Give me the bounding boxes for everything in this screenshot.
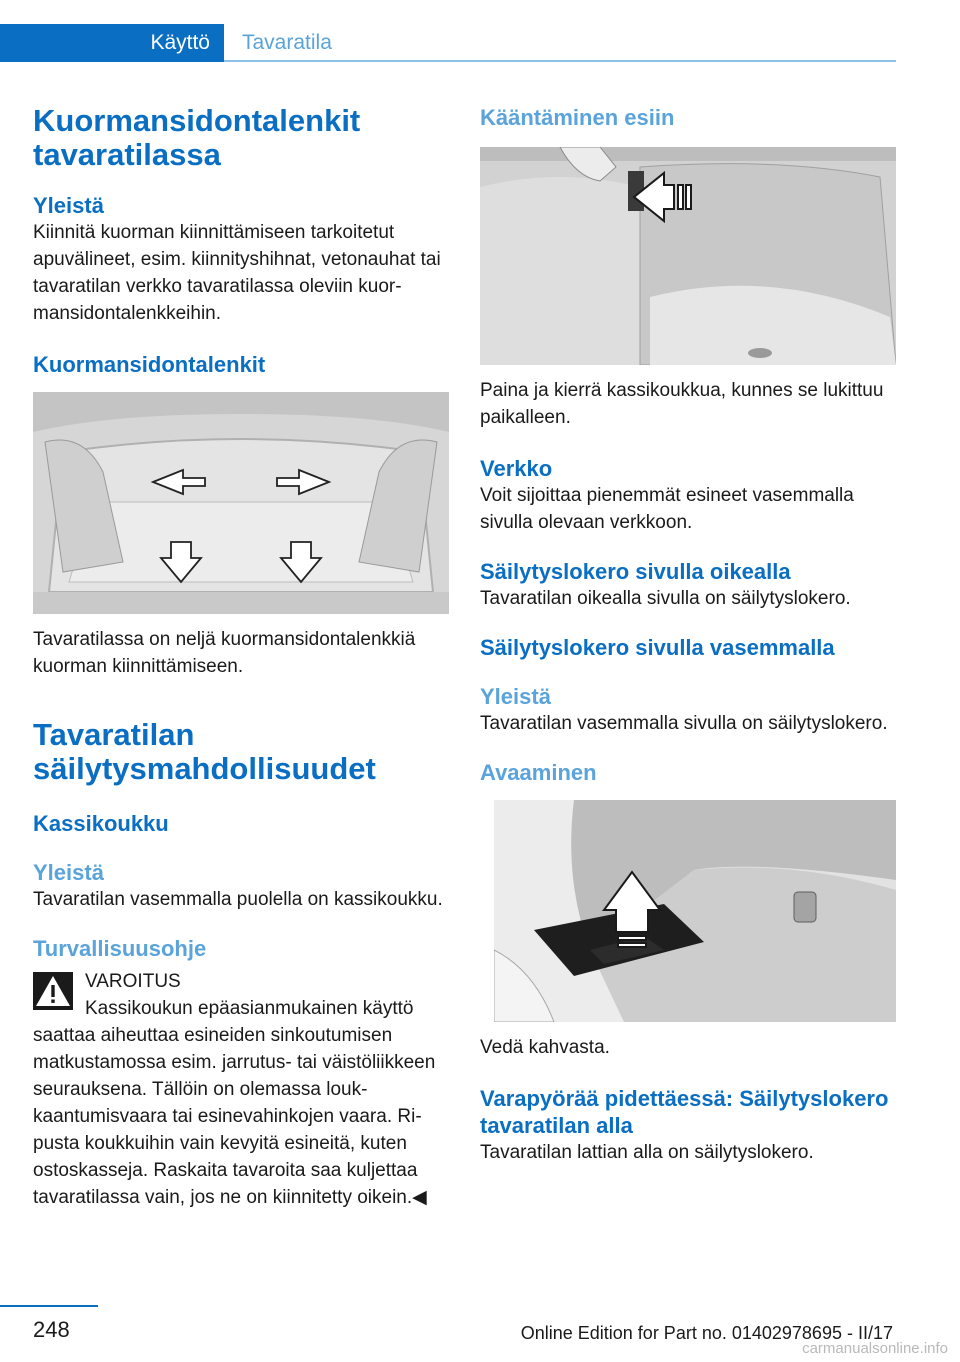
heading-fold-out: Kääntäminen esiin [480,105,675,130]
heading-left-compartment-general: Yleistä [480,684,551,709]
paragraph-right-compartment: Tavaratilan oikealla sivulla on säilytyslokero. [480,588,851,609]
warning-label: VAROITUS [85,971,181,992]
heading-lashing-eyes: Kuormansidontalenkit [33,352,266,377]
heading-net: Verkko [480,456,553,481]
heading-hook-general: Yleistä [33,860,104,885]
paragraph-fold-out: Paina ja kierrä kassikoukkua, kunnes se lukittuu paikalleen. [480,380,884,428]
tab-kaytto[interactable]: Käyttö [0,24,224,62]
paragraph-spare-wheel: Tavaratilan lattian alla on säilytyslokero. [480,1142,814,1163]
heading-bag-hook: Kassikoukku [33,811,169,836]
header-tabbar [0,0,960,62]
paragraph-general: Kiinnitä kuorman kiinnittämiseen tarkoitetut apuvälineet, esim. kiinnityshihnat, vetonauhat tai tavaratilan verkko tavaratilassa oleviin kuormansidontalenkkeihin. [33,222,441,324]
paragraph-net: Voit sijoittaa pienemmät esineet vasemmalla sivulla olevaan verkkoon. [480,485,854,533]
heading-opening: Avaaminen [480,760,597,785]
right-column [480,104,896,1166]
paragraph-lashing: Tavaratilassa on neljä kuormansidontalenkkiä kuorman kiinnittämiseen. [33,629,416,677]
heading-safety: Turvallisuusohje [33,936,207,961]
paragraph-hook-general: Tavaratilan vasemmalla puolella on kassikoukku. [33,889,443,910]
heading-right-compartment: Säilytyslokero sivulla oikealla [480,559,791,584]
warning-block [33,968,449,995]
storage-compartment-image [494,800,896,1022]
section-title-lashing: Kuormansidontalenkit tavaratilassa [33,103,361,172]
section-title-storage: Tavaratilan säilytysmahdollisuudet [33,717,376,786]
tab-tavaratila[interactable]: Tavaratila [242,31,332,54]
edition-text: Online Edition for Part no. 01402978695 - II/17 [520,1323,893,1343]
heading-left-compartment: Säilytyslokero sivulla vasemmalla [480,635,835,660]
heading-spare-wheel: Varapyörää pidettäessä: Säilytyslokero tavaratilan alla [480,1086,889,1138]
heading-general: Yleistä [33,193,104,218]
footer-rule [0,1305,98,1307]
warning-triangle-icon [33,972,73,1010]
paragraph-opening: Vedä kahvasta. [480,1037,610,1058]
warning-text: Kassikoukun epäasianmukainen käyttö saattaa aiheuttaa esineiden sinkoutumisen matkustamossa esim. jarrutus- tai väistöliikkeen seurauksena. Tällöin on olemassa loukkaantumisvaara tai esinevahinkojen vaara. Ripusta koukkuihin vain kevyitä esineitä, kuten ostoskasseja. Raskaita tavaroita saa kuljettaa tavaratilassa vain, jos ne on kiinnitetty oikein.◀ [33,998,436,1208]
paragraph-left-compartment: Tavaratilan vasemmalla sivulla on säilytyslokero. [480,713,888,734]
header-rule [224,60,896,62]
trunk-lashing-eyes-image [33,392,449,614]
left-column [33,104,449,1211]
watermark: carmanualsonline.info [802,1340,948,1357]
bag-hook-image [480,147,896,365]
page-number: 248 [33,1317,70,1342]
